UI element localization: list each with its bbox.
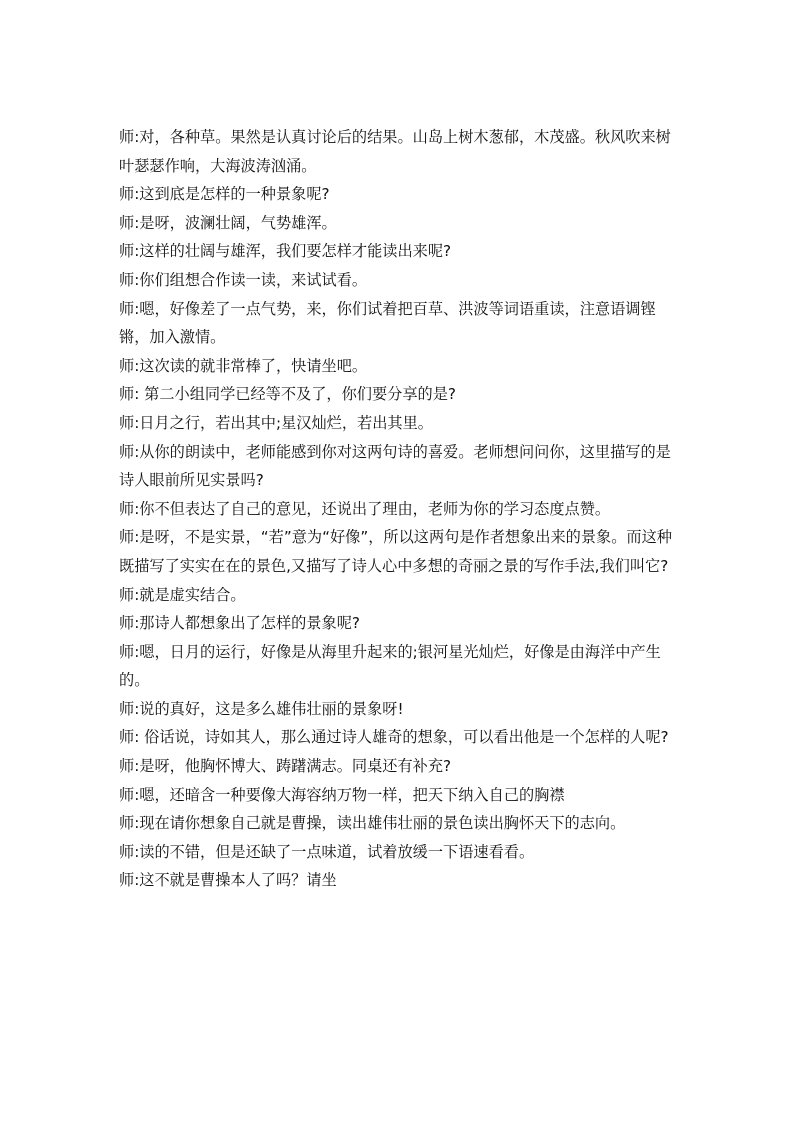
paragraph: 师:是呀，他胸怀博大、踌躇满志。同桌还有补充?: [119, 757, 452, 776]
paragraph: 师: 第二小组同学已经等不及了，你们要分享的是?: [119, 385, 456, 404]
paragraph: 师:就是虚实结合。: [119, 585, 246, 604]
paragraph: 师:那诗人都想象出了怎样的景象呢?: [119, 614, 360, 633]
paragraph: 师:从你的朗读中，老师能感到你对这两句诗的喜爱。老师想问问你，这里描写的是诗人眼前所见实景吗?: [119, 442, 671, 490]
paragraph: 师:现在请你想象自己就是曹操，读出雄伟壮丽的景色读出胸怀天下的志向。: [119, 814, 626, 833]
paragraph: 师:这样的壮阔与雄浑，我们要怎样才能读出来呢?: [119, 242, 452, 261]
paragraph: 师:嗯，还暗含一种要像大海容纳万物一样，把天下纳入自己的胸襟: [119, 785, 565, 804]
paragraph: 师:嗯，好像差了一点气势，来，你们试着把百草、洪波等词语重读，注意语调铿锵，加入激情。: [119, 299, 656, 347]
document-body: [119, 123, 679, 895]
paragraph: 师:这次读的就非常棒了，快请坐吧。: [119, 356, 368, 375]
paragraph: 师: 俗话说，诗如其人，那么通过诗人雄奇的想象，可以看出他是一个怎样的人呢?: [119, 728, 669, 747]
paragraph: 师:读的不错，但是还缺了一点味道，试着放缓一下语速看看。: [119, 842, 535, 861]
paragraph: 师:是呀，不是实景，“若”意为“好像”，所以这两句是作者想象出来的景象。而这种既描写了实实在在的景色,又描写了诗人心中多想的奇丽之景的写作手法,我们叫它?: [119, 528, 672, 575]
paragraph: 师:这到底是怎样的一种景象呢?: [119, 185, 330, 204]
paragraph: 师:这不就是曹操本人了吗？请坐: [119, 871, 337, 890]
paragraph: 师:嗯，日月的运行，好像是从海里升起来的;银河星光灿烂，好像是由海洋中产生的。: [119, 642, 661, 690]
paragraph: 师:日月之行，若出其中;星汉灿烂，若出其里。: [119, 413, 433, 432]
paragraph: 师:说的真好，这是多么雄伟壮丽的景象呀!: [119, 699, 404, 718]
paragraph: 师:你不但表达了自己的意见，还说出了理由，老师为你的学习态度点赞。: [119, 499, 611, 518]
paragraph: 师:是呀，波澜壮阔，气势雄浑。: [119, 213, 337, 232]
paragraph: 师:你们组想合作读一读，来试试看。: [119, 270, 368, 289]
paragraph: 师:对，各种草。果然是认真讨论后的结果。山岛上树木葱郁，木茂盛。秋风吹来树叶瑟瑟作响，大海波涛汹涌。: [119, 128, 671, 175]
